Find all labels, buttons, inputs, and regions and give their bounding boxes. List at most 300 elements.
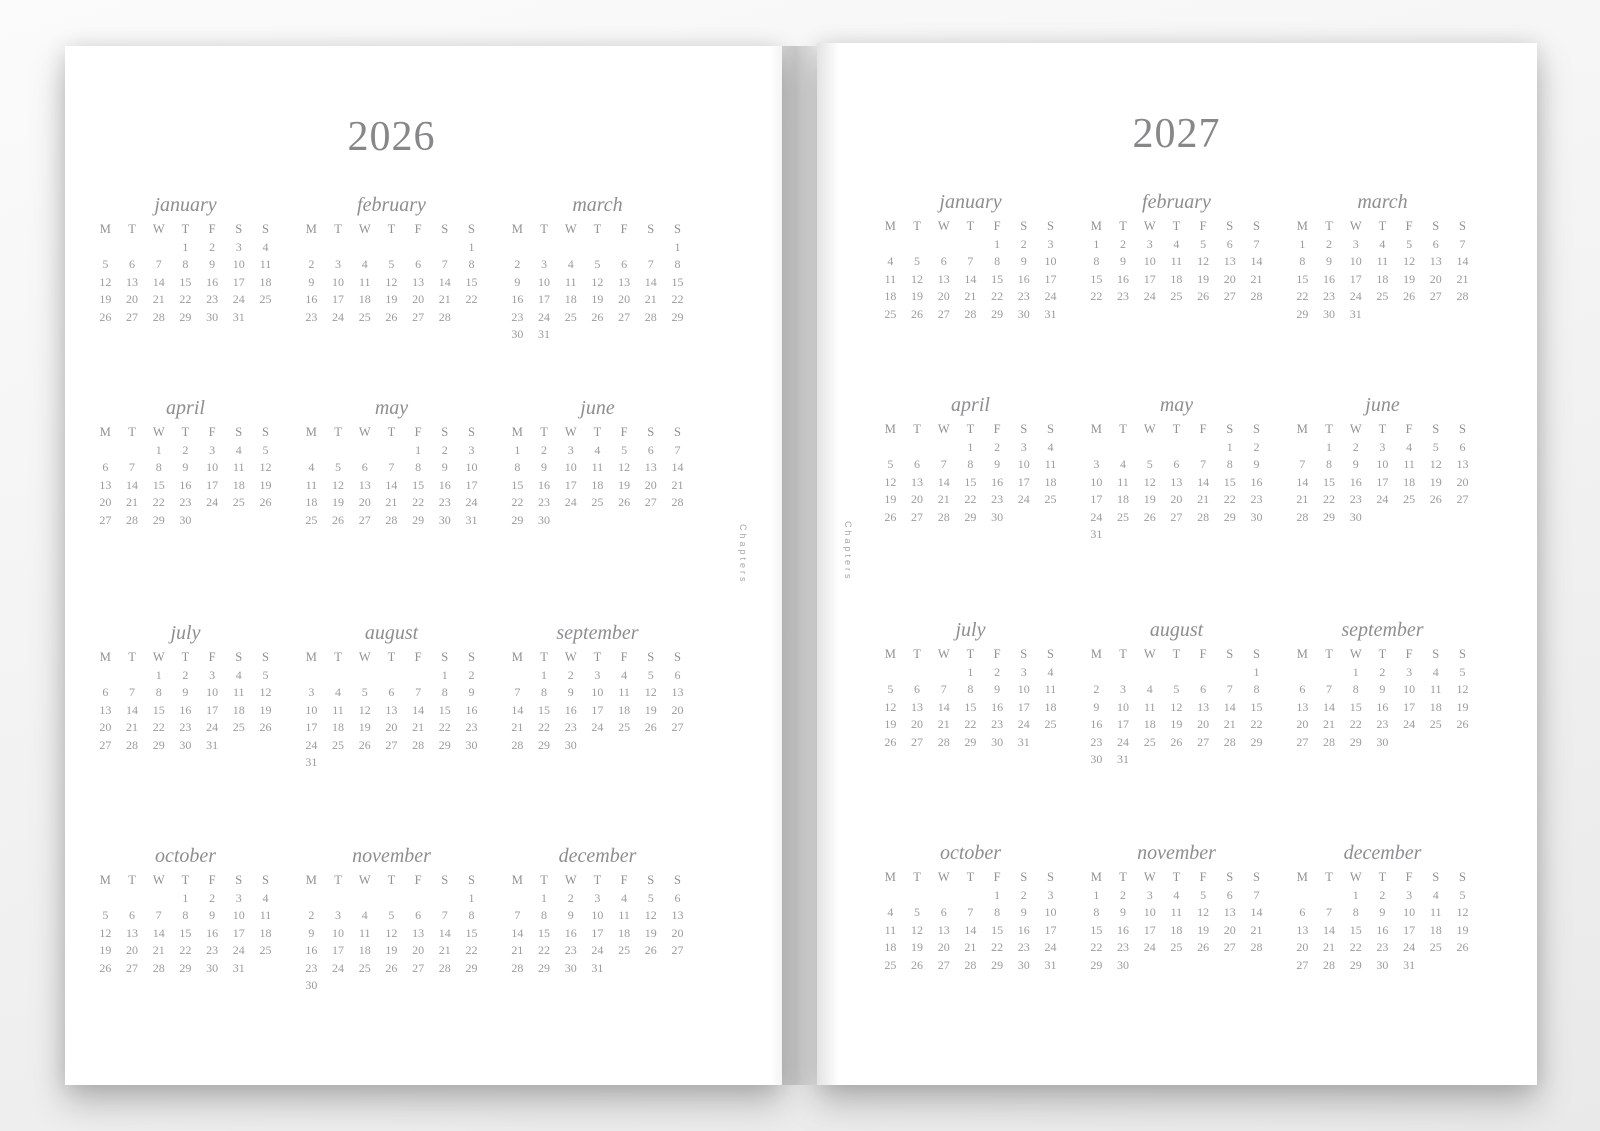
day-cell: 14 (152, 274, 165, 289)
day-cell: 28 (1323, 734, 1336, 749)
empty-cell (119, 667, 146, 685)
empty-cell (1243, 974, 1270, 992)
day-cell: 24 (1090, 509, 1103, 524)
empty-cell (1396, 751, 1423, 769)
day-cell: 10 (1017, 682, 1030, 696)
day-cell: 7 (967, 905, 974, 919)
day-cell: 6 (647, 442, 654, 457)
day-cell: 5 (914, 905, 921, 919)
empty-cell (1037, 734, 1064, 752)
day-cell: 3 (1146, 236, 1153, 251)
day-cell: 10 (1376, 457, 1389, 471)
empty-cell (1037, 323, 1064, 341)
day-cell: 12 (358, 702, 371, 717)
empty-cell (298, 529, 325, 547)
day-cell: 3 (1020, 664, 1027, 679)
day-cell: 20 (126, 943, 139, 957)
empty-cell (378, 529, 405, 547)
empty-cell (611, 529, 638, 547)
empty-cell (664, 960, 691, 978)
day-cell: 11 (233, 685, 245, 699)
weekday-header: T (1119, 422, 1127, 436)
day-cell: 13 (126, 274, 139, 289)
empty-cell (611, 977, 638, 995)
day-cell: 25 (564, 309, 577, 324)
empty-cell (1342, 526, 1369, 544)
day-cell: 13 (911, 474, 924, 489)
day-cell: 7 (415, 685, 422, 699)
day-cell: 9 (1020, 905, 1027, 919)
day-cell: 15 (1296, 271, 1309, 286)
empty-cell (1110, 306, 1137, 324)
empty-cell (611, 512, 638, 530)
empty-cell (458, 309, 485, 327)
day-cell: 19 (385, 292, 398, 306)
empty-cell (877, 439, 904, 457)
empty-cell (145, 977, 172, 995)
weekday-header: S (1432, 422, 1440, 436)
day-cell: 6 (129, 257, 136, 271)
weekday-header: T (540, 650, 548, 664)
empty-cell (252, 512, 279, 530)
weekday-header: S (235, 425, 243, 439)
empty-cell (664, 754, 691, 772)
day-cell: 19 (884, 492, 897, 506)
day-cell: 2 (994, 439, 1001, 454)
empty-cell (458, 326, 485, 344)
empty-cell (431, 239, 458, 257)
empty-cell (1190, 439, 1217, 457)
day-cell: 21 (385, 495, 398, 509)
day-cell: 9 (1379, 905, 1386, 919)
day-cell: 14 (1323, 922, 1336, 937)
empty-cell (504, 754, 531, 772)
weekday-header: F (1405, 870, 1413, 884)
empty-cell (984, 323, 1011, 341)
day-cell: 15 (1349, 922, 1362, 937)
weekday-header: T (1172, 870, 1181, 884)
empty-cell (557, 326, 584, 344)
month-grid (298, 221, 485, 344)
day-cell: 18 (1403, 474, 1416, 489)
day-cell: 24 (1017, 492, 1030, 506)
day-cell: 15 (964, 699, 977, 714)
empty-cell (1449, 306, 1476, 324)
day-cell: 28 (1323, 957, 1336, 972)
day-cell: 20 (1456, 474, 1469, 489)
day-cell: 22 (1090, 940, 1103, 954)
empty-cell (1369, 509, 1396, 527)
day-cell: 23 (206, 943, 219, 957)
day-cell: 2 (1253, 439, 1260, 454)
empty-cell (1449, 734, 1476, 752)
day-cell: 2 (1352, 439, 1359, 454)
empty-cell (584, 239, 611, 257)
empty-cell (1243, 323, 1270, 341)
day-cell: 7 (441, 908, 448, 922)
day-cell: 1 (1253, 664, 1260, 679)
month-grid (1083, 421, 1270, 544)
day-cell: 30 (1349, 509, 1362, 524)
day-cell: 24 (465, 495, 478, 509)
empty-cell (199, 529, 226, 547)
weekday-header: S (261, 222, 269, 236)
day-cell: 17 (465, 477, 478, 492)
empty-cell (531, 977, 558, 995)
day-cell: 26 (1456, 717, 1469, 731)
months-grid (877, 191, 1476, 992)
day-cell: 8 (1093, 254, 1100, 268)
day-cell: 20 (385, 720, 398, 734)
day-cell: 5 (102, 257, 109, 271)
empty-cell (92, 529, 119, 547)
day-cell: 17 (1017, 474, 1030, 489)
empty-cell (504, 239, 531, 257)
day-cell: 21 (1456, 271, 1469, 286)
day-cell: 11 (1376, 254, 1389, 268)
empty-cell (1369, 974, 1396, 992)
day-cell: 1 (155, 667, 162, 682)
day-cell: 9 (468, 685, 475, 699)
day-cell: 7 (388, 460, 395, 474)
empty-cell (405, 977, 432, 995)
empty-cell (1190, 974, 1217, 992)
empty-cell (351, 890, 378, 908)
empty-cell (930, 887, 957, 905)
day-cell: 20 (1296, 940, 1309, 954)
month-title: december (1343, 842, 1422, 864)
day-cell: 19 (1456, 922, 1469, 937)
empty-cell (637, 737, 664, 755)
empty-cell (225, 754, 252, 772)
weekday-header: T (966, 422, 975, 436)
day-cell: 29 (1349, 734, 1362, 749)
weekday-header: F (414, 222, 422, 236)
day-cell: 13 (412, 925, 425, 940)
day-cell: 28 (964, 306, 977, 321)
day-cell: 25 (358, 309, 371, 324)
day-cell: 8 (674, 257, 681, 271)
day-cell: 17 (1044, 922, 1057, 937)
day-cell: 31 (591, 960, 604, 975)
day-cell: 12 (1403, 254, 1416, 268)
day-cell: 11 (358, 274, 371, 289)
day-cell: 17 (305, 720, 318, 734)
empty-cell (1190, 323, 1217, 341)
empty-cell (225, 326, 252, 344)
day-cell: 27 (671, 943, 684, 957)
day-cell: 8 (541, 685, 548, 699)
day-cell: 22 (1090, 289, 1103, 303)
day-cell: 25 (232, 720, 245, 734)
weekday-header: T (1119, 219, 1127, 233)
day-cell: 23 (1323, 289, 1336, 303)
empty-cell (92, 890, 119, 908)
empty-cell (145, 754, 172, 772)
day-cell: 23 (538, 495, 551, 509)
day-cell: 17 (1376, 474, 1389, 489)
day-cell: 8 (1352, 682, 1359, 696)
weekday-header: F (1405, 647, 1413, 661)
empty-cell (252, 754, 279, 772)
weekday-header: W (358, 873, 371, 887)
empty-cell (1316, 751, 1343, 769)
weekday-header: F (620, 425, 628, 439)
empty-cell (930, 974, 957, 992)
day-cell: 7 (1326, 682, 1333, 696)
day-cell: 27 (1223, 940, 1236, 954)
empty-cell (92, 239, 119, 257)
day-cell: 17 (1349, 271, 1362, 286)
weekday-header: T (334, 650, 342, 664)
empty-cell (930, 526, 957, 544)
empty-cell (325, 442, 352, 460)
day-cell: 25 (358, 960, 371, 975)
empty-cell (930, 323, 957, 341)
day-cell: 9 (541, 460, 548, 474)
weekday-header: F (208, 650, 216, 664)
day-cell: 10 (232, 908, 245, 922)
weekday-header: T (966, 219, 975, 233)
day-cell: 25 (232, 495, 245, 509)
day-cell: 2 (441, 442, 448, 457)
day-cell: 9 (1253, 457, 1260, 471)
empty-cell (378, 977, 405, 995)
day-cell: 17 (232, 274, 245, 289)
day-cell: 22 (1349, 717, 1362, 731)
empty-cell (458, 529, 485, 547)
day-cell: 3 (209, 442, 216, 457)
day-cell: 13 (1223, 254, 1236, 268)
day-cell: 1 (967, 664, 974, 679)
month-grid (877, 421, 1064, 544)
empty-cell (611, 960, 638, 978)
empty-cell (557, 529, 584, 547)
day-cell: 31 (1017, 734, 1030, 749)
day-cell: 4 (361, 908, 368, 922)
weekday-header: S (647, 650, 655, 664)
empty-cell (1216, 974, 1243, 992)
day-cell: 15 (671, 274, 684, 289)
day-cell: 20 (937, 289, 950, 303)
weekday-header: S (1458, 870, 1466, 884)
empty-cell (92, 667, 119, 685)
empty-cell (431, 326, 458, 344)
day-cell: 5 (1406, 236, 1413, 251)
empty-cell (145, 239, 172, 257)
day-cell: 22 (152, 720, 165, 734)
empty-cell (1136, 751, 1163, 769)
empty-cell (225, 529, 252, 547)
empty-cell (531, 239, 558, 257)
day-cell: 25 (259, 943, 272, 957)
empty-cell (325, 754, 352, 772)
weekday-header: M (305, 425, 317, 439)
day-cell: 14 (964, 922, 977, 937)
day-cell: 23 (1349, 492, 1362, 506)
empty-cell (1422, 957, 1449, 975)
day-cell: 6 (361, 460, 368, 474)
weekday-header: F (620, 873, 628, 887)
calendar-page-left (65, 46, 782, 1085)
empty-cell (637, 977, 664, 995)
day-cell: 24 (1143, 940, 1156, 954)
month-october (92, 845, 279, 995)
empty-cell (378, 239, 405, 257)
empty-cell (325, 667, 352, 685)
day-cell: 15 (1223, 474, 1236, 489)
empty-cell (405, 529, 432, 547)
day-cell: 22 (152, 495, 165, 509)
empty-cell (664, 737, 691, 755)
day-cell: 1 (541, 667, 548, 682)
empty-cell (1396, 323, 1423, 341)
day-cell: 5 (647, 667, 654, 682)
day-cell: 10 (1017, 457, 1030, 471)
empty-cell (504, 529, 531, 547)
day-cell: 15 (179, 274, 192, 289)
day-cell: 6 (102, 685, 109, 699)
weekday-header: W (1349, 219, 1362, 233)
day-cell: 30 (1250, 509, 1263, 524)
day-cell: 8 (155, 685, 162, 699)
weekday-header: M (884, 422, 896, 436)
empty-cell (378, 754, 405, 772)
empty-cell (584, 529, 611, 547)
empty-cell (557, 754, 584, 772)
day-cell: 24 (1117, 734, 1130, 749)
day-cell: 12 (1197, 254, 1210, 268)
day-cell: 2 (308, 257, 315, 271)
empty-cell (637, 326, 664, 344)
day-cell: 4 (1432, 887, 1439, 902)
empty-cell (1010, 974, 1037, 992)
day-cell: 18 (884, 940, 897, 954)
empty-cell (904, 887, 931, 905)
empty-cell (92, 326, 119, 344)
month-grid (504, 649, 691, 772)
month-march (504, 194, 691, 344)
day-cell: 3 (1406, 664, 1413, 679)
empty-cell (119, 754, 146, 772)
day-cell: 31 (465, 512, 478, 527)
day-cell: 27 (937, 957, 950, 972)
month-november (1083, 842, 1270, 992)
day-cell: 6 (914, 682, 921, 696)
day-cell: 27 (1456, 492, 1469, 506)
day-cell: 25 (618, 943, 631, 957)
day-cell: 11 (305, 477, 318, 492)
day-cell: 4 (621, 890, 628, 905)
month-title: september (556, 622, 639, 644)
empty-cell (1037, 751, 1064, 769)
empty-cell (957, 974, 984, 992)
day-cell: 14 (126, 702, 139, 717)
day-cell: 12 (644, 685, 657, 699)
day-cell: 14 (1197, 474, 1210, 489)
day-cell: 21 (964, 940, 977, 954)
day-cell: 27 (99, 737, 112, 752)
day-cell: 8 (468, 908, 475, 922)
weekday-header: W (564, 222, 577, 236)
day-cell: 29 (438, 737, 451, 752)
empty-cell (1136, 664, 1163, 682)
empty-cell (1083, 439, 1110, 457)
day-cell: 24 (564, 495, 577, 509)
empty-cell (325, 326, 352, 344)
day-cell: 23 (564, 943, 577, 957)
day-cell: 3 (308, 685, 315, 699)
empty-cell (1289, 526, 1316, 544)
quarter-row (92, 194, 691, 344)
weekday-header: F (1199, 870, 1207, 884)
empty-cell (664, 512, 691, 530)
day-cell: 10 (1117, 699, 1130, 714)
day-cell: 13 (99, 477, 112, 492)
weekday-header: M (99, 873, 111, 887)
day-cell: 25 (1429, 717, 1442, 731)
day-cell: 18 (232, 702, 245, 717)
day-cell: 22 (511, 495, 524, 509)
day-cell: 31 (1090, 527, 1103, 541)
day-cell: 21 (152, 943, 165, 957)
day-cell: 20 (412, 943, 425, 957)
chapters-side-label: Chapters (738, 524, 748, 585)
day-cell: 15 (152, 477, 165, 492)
day-cell: 21 (1223, 717, 1236, 731)
day-cell: 3 (1093, 457, 1100, 471)
empty-cell (1010, 509, 1037, 527)
day-cell: 20 (1429, 271, 1442, 286)
month-grid (877, 646, 1064, 769)
day-cell: 16 (1376, 699, 1389, 714)
day-cell: 19 (644, 702, 657, 717)
weekday-header: F (620, 650, 628, 664)
day-cell: 19 (1197, 922, 1210, 937)
day-cell: 1 (468, 239, 475, 254)
day-cell: 6 (940, 254, 947, 268)
day-cell: 1 (1352, 887, 1359, 902)
empty-cell (904, 236, 931, 254)
day-cell: 6 (129, 908, 136, 922)
empty-cell (557, 512, 584, 530)
day-cell: 14 (964, 271, 977, 286)
day-cell: 22 (179, 943, 192, 957)
empty-cell (611, 239, 638, 257)
weekday-header: T (966, 870, 975, 884)
weekday-header: S (647, 425, 655, 439)
weekday-header: T (334, 425, 342, 439)
day-cell: 1 (994, 887, 1001, 902)
day-cell: 11 (1044, 682, 1057, 696)
day-cell: 25 (1376, 289, 1389, 303)
day-cell: 26 (1429, 492, 1442, 506)
day-cell: 1 (1352, 664, 1359, 679)
day-cell: 2 (1120, 887, 1127, 902)
day-cell: 9 (1352, 457, 1359, 471)
weekday-header: S (235, 222, 243, 236)
day-cell: 12 (618, 460, 631, 474)
empty-cell (904, 974, 931, 992)
day-cell: 11 (884, 271, 897, 286)
day-cell: 11 (618, 908, 630, 922)
month-october (877, 842, 1064, 992)
day-cell: 30 (1017, 957, 1030, 972)
weekday-header: W (937, 422, 950, 436)
day-cell: 1 (994, 236, 1001, 251)
empty-cell (378, 890, 405, 908)
weekday-header: W (937, 647, 950, 661)
